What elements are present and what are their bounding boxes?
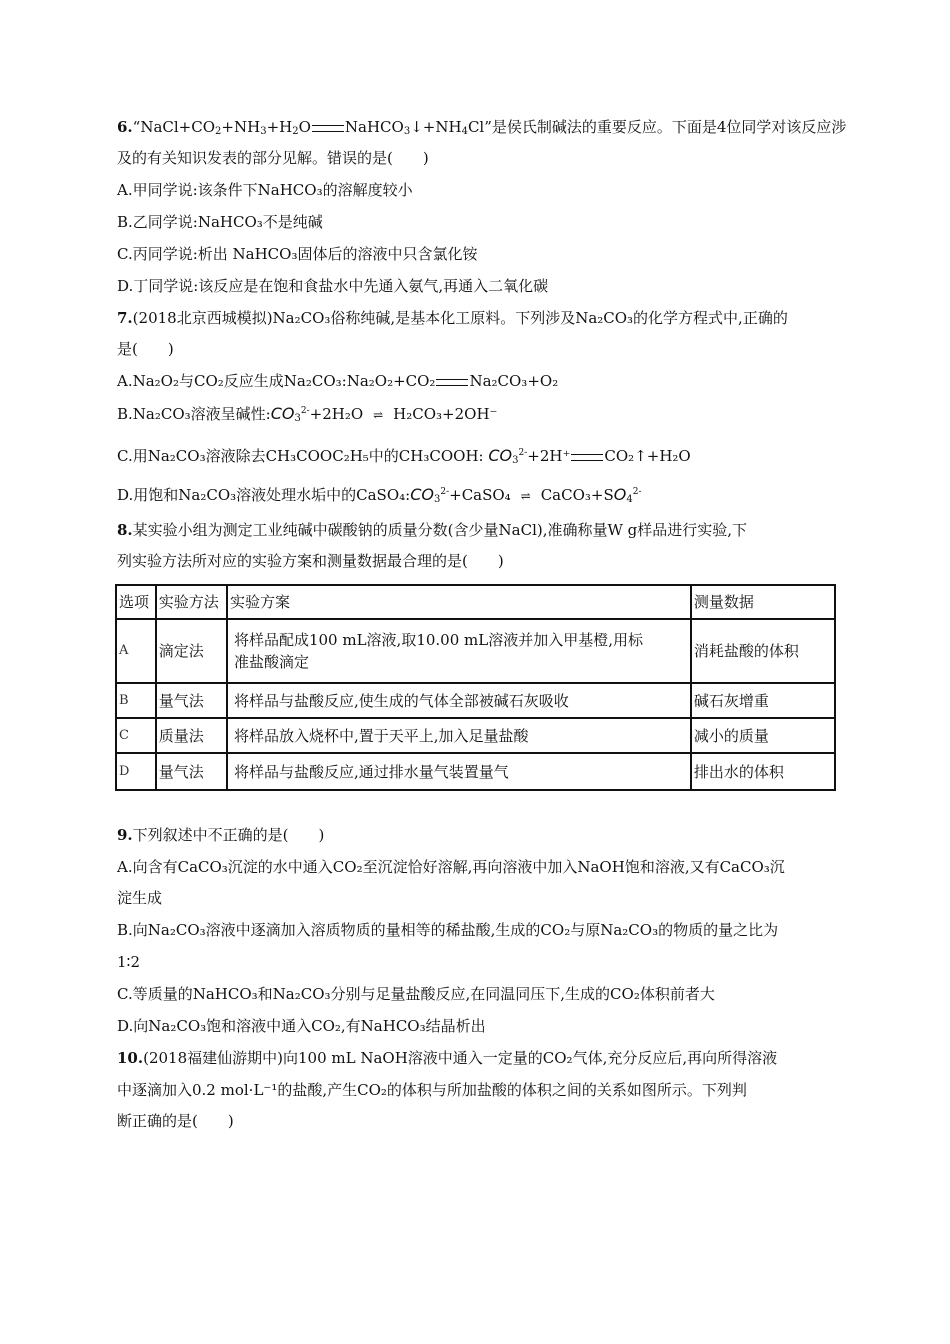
q10-line3: 断正确的是( )	[117, 1112, 234, 1130]
q9-option-c: C.等质量的NaHCO₃和Na₂CO₃分别与足量盐酸反应,在同温同压下,生成的CO₂体积前者大	[117, 985, 715, 1003]
carbonate-ion: $CO_3^{2-}$	[410, 485, 450, 505]
row-plan: 将样品放入烧杯中,置于天平上,加入足量盐酸	[227, 718, 691, 753]
table-row	[116, 753, 835, 790]
carbonate-ion: $CO_3^{2-}$	[488, 446, 528, 466]
table-row	[116, 718, 835, 753]
row-data: 排出水的体积	[691, 753, 835, 790]
q6-option-c: C.丙同学说:析出 NaHCO₃固体后的溶液中只含氯化铵	[117, 245, 478, 263]
row-option: B	[116, 683, 156, 718]
q9-option-b-line1: B.向Na₂CO₃溶液中逐滴加入溶质物质的量相等的稀盐酸,生成的CO₂与原Na₂CO₃的物质的量之比为	[117, 921, 779, 939]
q6-line2: 及的有关知识发表的部分见解。错误的是( )	[117, 149, 429, 167]
question-number: 10.	[117, 1049, 144, 1067]
experiment-table	[115, 584, 836, 791]
q6-option-a: A.甲同学说:该条件下NaHCO₃的溶解度较小	[117, 181, 413, 199]
table-row	[116, 683, 835, 718]
q9-option-b-line2: 1∶2	[117, 953, 140, 971]
q9-option-a-line2: 淀生成	[117, 889, 163, 907]
q6-line1: $6.“NaCl+CO_2+NH_3+H_2O$ $NaHCO_3↓+NH_4Cl$”是侯氏制碱法的重要反应。下面是4位同学对该反应涉	[117, 118, 847, 137]
row-method: 滴定法	[156, 619, 227, 683]
equals-sign	[571, 454, 603, 461]
equals-sign	[312, 125, 344, 132]
header-plan: 实验方案	[227, 585, 691, 619]
q10-line2: 中逐滴加入0.2 mol·L⁻¹的盐酸,产生CO₂的体积与所加盐酸的体积之间的关系如图所示。下列判	[117, 1081, 747, 1099]
row-plan: 将样品与盐酸反应,通过排水量气装置量气	[227, 753, 691, 790]
reversible-arrow-icon: ⇌	[373, 408, 384, 422]
q7-option-c: C.用Na₂CO₃溶液除去CH₃COOC₂H₅中的CH₃COOH: $CO_3^{2-}+2H^+$ CO₂↑+H₂O	[117, 446, 691, 466]
q9-option-d: D.向Na₂CO₃饱和溶液中通入CO₂,有NaHCO₃结晶析出	[117, 1017, 486, 1035]
q9-stem: 9.下列叙述中不正确的是( )	[117, 826, 325, 844]
header-option: 选项	[116, 585, 156, 619]
row-plan: 将样品配成100 mL溶液,取10.00 mL溶液并加入甲基橙,用标 准盐酸滴定	[227, 619, 691, 683]
q8-line1: 8.某实验小组为测定工业纯碱中碳酸钠的质量分数(含少量NaCl),准确称量W g样品进行实验,下	[117, 521, 748, 539]
q9-option-a-line1: A.向含有CaCO₃沉淀的水中通入CO₂至沉淀恰好溶解,再向溶液中加入NaOH饱和溶液,又有CaCO₃沉	[117, 858, 785, 876]
row-data: 消耗盐酸的体积	[691, 619, 835, 683]
q8-line2: 列实验方法所对应的实验方案和测量数据最合理的是( )	[117, 552, 504, 570]
table-header-row	[116, 585, 835, 619]
row-data: 碱石灰增重	[691, 683, 835, 718]
q7-option-b: B.Na₂CO₃溶液呈碱性$:CO_3^{2-}+2H_2O$ ⇌ H₂CO₃+2OH⁻	[117, 404, 498, 424]
row-data: 减小的质量	[691, 718, 835, 753]
question-number: 8.	[117, 521, 133, 539]
q7-option-a: A.Na₂O₂与CO₂反应生成Na₂CO₃:Na₂O₂+CO₂ Na₂CO₃+O₂	[117, 372, 559, 390]
q7-line2: 是( )	[117, 340, 174, 358]
question-number: 6.	[117, 118, 133, 136]
header-method: 实验方法	[156, 585, 227, 619]
question-number: 7.	[117, 309, 133, 327]
row-method: 量气法	[156, 753, 227, 790]
sulfate-ion: $O_4^{2-}$	[613, 485, 642, 505]
header-data: 测量数据	[691, 585, 835, 619]
table-row	[116, 619, 835, 683]
q7-line1: 7.(2018北京西城模拟)Na₂CO₃俗称纯碱,是基本化工原料。下列涉及Na₂CO₃的化学方程式中,正确的	[117, 309, 788, 327]
question-number: 9.	[117, 826, 133, 844]
row-option: A	[116, 619, 156, 683]
row-plan: 将样品与盐酸反应,使生成的气体全部被碱石灰吸收	[227, 683, 691, 718]
row-option: D	[116, 753, 156, 790]
q7-option-d: D.用饱和Na₂CO₃溶液处理水垢中的$CaSO_4:CO_3^{2-}+CaSO_4$ ⇌ $CaCO_3+SO_4^{2-}$	[117, 485, 642, 505]
row-option: C	[116, 718, 156, 753]
equals-sign	[436, 379, 468, 386]
carbonate-ion: $CO_3^{2-}$	[270, 404, 310, 424]
q6-option-b: B.乙同学说:NaHCO₃不是纯碱	[117, 213, 323, 231]
q10-line1: 10.(2018福建仙游期中)向100 mL NaOH溶液中通入一定量的CO₂气体,充分反应后,再向所得溶液	[117, 1049, 778, 1067]
row-method: 质量法	[156, 718, 227, 753]
row-method: 量气法	[156, 683, 227, 718]
q6-option-d: D.丁同学说:该反应是在饱和食盐水中先通入氨气,再通入二氧化碳	[117, 277, 549, 295]
reversible-arrow-icon: ⇌	[520, 489, 531, 503]
